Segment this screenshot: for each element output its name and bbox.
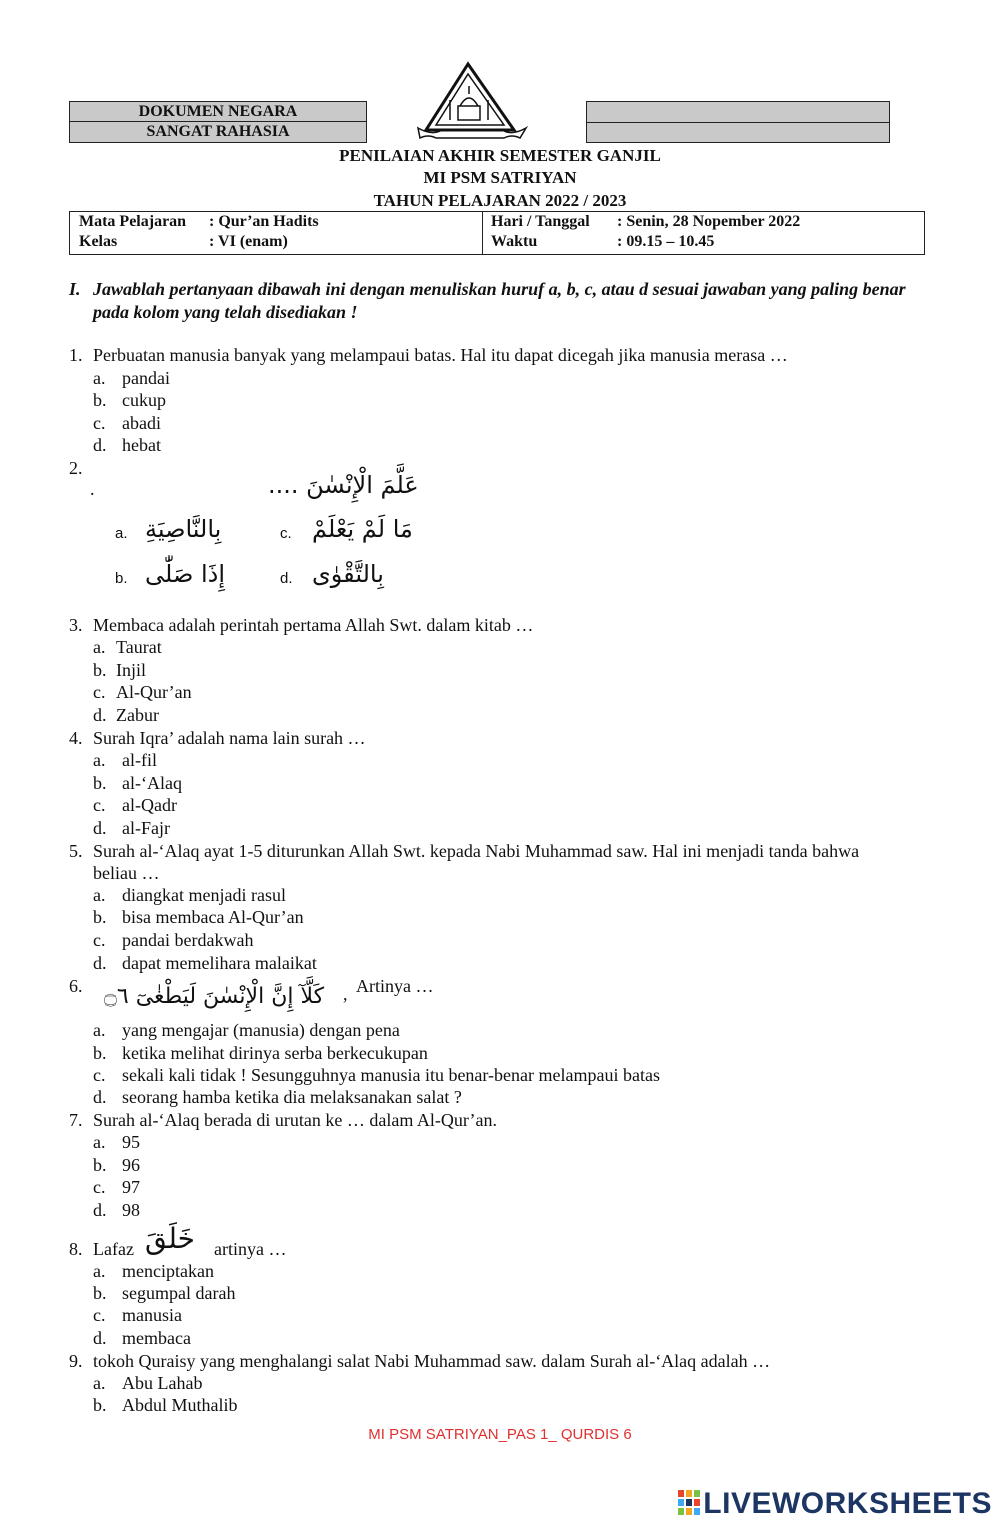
q6-option-a: yang mengajar (manusia) dengan pena: [122, 1020, 400, 1040]
q1-option-b: cukup: [122, 390, 166, 410]
q8-option-a: menciptakan: [122, 1261, 214, 1281]
q5-c-label: c.: [93, 930, 106, 950]
q4-d-label: d.: [93, 818, 107, 838]
q9-number: 9.: [69, 1351, 83, 1371]
q5-option-c: pandai berdakwah: [122, 930, 254, 950]
q3-a-label: a.: [93, 637, 106, 657]
q5-option-a: diangkat menjadi rasul: [122, 885, 286, 905]
q4-option-a: al-fil: [122, 750, 157, 770]
q3-number: 3.: [69, 615, 83, 635]
q4-b-label: b.: [93, 773, 107, 793]
q6-comma: ,: [343, 984, 348, 1004]
q5-d-label: d.: [93, 953, 107, 973]
q1-a-label: a.: [93, 368, 106, 388]
q7-option-b: 96: [122, 1155, 140, 1175]
q6-b-label: b.: [93, 1043, 107, 1063]
liveworksheets-text: LIVEWORKSHEETS: [703, 1487, 992, 1520]
q7-a-label: a.: [93, 1132, 106, 1152]
q2-b-label: b.: [115, 570, 128, 587]
q2-option-d: بِالتَّقْوٰى: [312, 560, 384, 588]
q4-a-label: a.: [93, 750, 106, 770]
page-footer: MI PSM SATRIYAN_PAS 1_ QURDIS 6: [368, 1426, 632, 1443]
q7-number: 7.: [69, 1110, 83, 1130]
q1-d-label: d.: [93, 435, 107, 455]
q2-d-label: d.: [280, 570, 293, 587]
q2-arabic: عَلَّمَ الْإِنْسٰنَ ....: [268, 471, 419, 499]
q3-option-b: Injil: [116, 660, 146, 680]
q8-b-label: b.: [93, 1283, 107, 1303]
q5-a-label: a.: [93, 885, 106, 905]
q4-option-d: al-Fajr: [122, 818, 170, 838]
q7-option-a: 95: [122, 1132, 140, 1152]
box-right-line1: [587, 102, 889, 123]
time-value: : 09.15 – 10.45: [617, 233, 715, 250]
q2-a-label: a.: [115, 525, 128, 542]
q6-number: 6.: [69, 976, 83, 996]
q7-c-label: c.: [93, 1177, 106, 1197]
q4-option-c: al-Qadr: [122, 795, 177, 815]
q5-option-d: dapat memelihara malaikat: [122, 953, 317, 973]
q8-arabic: خَلَقَ: [145, 1222, 195, 1255]
q5-number: 5.: [69, 841, 83, 861]
q3-b-label: b.: [93, 660, 107, 680]
header-box-right: [586, 101, 890, 143]
q5-text-line1: Surah al-‘Alaq ayat 1-5 diturunkan Allah Swt. kepada Nabi Muhammad saw. Hal ini menjadi tanda bahwa: [93, 841, 860, 861]
subject-value: : Qur’an Hadits: [209, 213, 319, 230]
q1-option-c: abadi: [122, 413, 161, 433]
school-name: MI PSM SATRIYAN: [423, 168, 577, 187]
q9-option-b: Abdul Muthalib: [122, 1395, 238, 1415]
info-table: [69, 211, 925, 255]
q8-option-c: manusia: [122, 1305, 182, 1325]
q2-option-b: إِذَا صَلّٰى: [145, 560, 225, 588]
box-left-line1: DOKUMEN NEGARA: [70, 102, 366, 122]
q8-text-after: artinya …: [214, 1239, 287, 1259]
instructions-number: I.: [69, 279, 81, 299]
q1-b-label: b.: [93, 390, 107, 410]
q1-text: Perbuatan manusia banyak yang melampaui batas. Hal itu dapat dicegah jika manusia merasa …: [93, 345, 788, 365]
q8-d-label: d.: [93, 1328, 107, 1348]
class-label: Kelas: [79, 233, 118, 250]
school-emblem-icon: [412, 60, 532, 142]
day-label: Hari / Tanggal: [491, 213, 590, 230]
q3-option-c: Al-Qur’an: [116, 682, 192, 702]
day-value: : Senin, 28 Nopember 2022: [617, 213, 801, 230]
time-label: Waktu: [491, 233, 538, 250]
header-box-left: [69, 101, 367, 143]
q7-d-label: d.: [93, 1200, 107, 1220]
q1-number: 1.: [69, 345, 83, 365]
exam-title: PENILAIAN AKHIR SEMESTER GANJIL: [339, 146, 661, 165]
q4-number: 4.: [69, 728, 83, 748]
q6-c-label: c.: [93, 1065, 106, 1085]
info-divider: [482, 212, 483, 254]
q8-number: 8.: [69, 1239, 83, 1259]
instructions: [69, 278, 939, 324]
instructions-text: Jawablah pertanyaan dibawah ini dengan menuliskan huruf a, b, c, atau d sesuai jawaban yang paling benar pada kolom yang telah disediakan !: [93, 279, 906, 322]
q6-text: Artinya …: [356, 976, 434, 996]
q5-option-b: bisa membaca Al-Qur’an: [122, 907, 304, 927]
q8-c-label: c.: [93, 1305, 106, 1325]
class-value: : VI (enam): [209, 233, 288, 250]
q3-text: Membaca adalah perintah pertama Allah Swt. dalam kitab …: [93, 615, 534, 635]
q8-option-b: segumpal darah: [122, 1283, 236, 1303]
q2-option-c: مَا لَمْ يَعْلَمْ: [312, 515, 413, 543]
q3-d-label: d.: [93, 705, 107, 725]
q2-dot: .: [90, 479, 95, 499]
q3-option-d: Zabur: [116, 705, 159, 725]
q1-option-a: pandai: [122, 368, 170, 388]
q6-arabic: كَلَّآ إِنَّ الْإِنْسٰنَ لَيَطْغٰىٓ ۝٦: [104, 984, 325, 1009]
q1-c-label: c.: [93, 413, 106, 433]
q6-option-b: ketika melihat dirinya serba berkecukupan: [122, 1043, 428, 1063]
q7-text: Surah al-‘Alaq berada di urutan ke … dalam Al-Qur’an.: [93, 1110, 498, 1130]
q2-option-a: بِالنَّاصِيَةِ: [145, 515, 222, 543]
q8-text-before: Lafaz: [93, 1239, 134, 1259]
subject-label: Mata Pelajaran: [79, 213, 187, 230]
q3-c-label: c.: [93, 682, 106, 702]
q6-a-label: a.: [93, 1020, 106, 1040]
q6-d-label: d.: [93, 1087, 107, 1107]
q2-number: 2.: [69, 458, 83, 478]
q4-c-label: c.: [93, 795, 106, 815]
q9-option-a: Abu Lahab: [122, 1373, 203, 1393]
q5-b-label: b.: [93, 907, 107, 927]
q8-a-label: a.: [93, 1261, 106, 1281]
school-year: TAHUN PELAJARAN 2022 / 2023: [373, 191, 627, 210]
box-left-line2: SANGAT RAHASIA: [146, 123, 290, 140]
q2-c-label: c.: [280, 525, 292, 542]
q9-b-label: b.: [93, 1395, 107, 1415]
q4-text: Surah Iqra’ adalah nama lain surah …: [93, 728, 366, 748]
q1-option-d: hebat: [122, 435, 161, 455]
q9-a-label: a.: [93, 1373, 106, 1393]
q4-option-b: al-‘Alaq: [122, 773, 182, 793]
q3-option-a: Taurat: [116, 637, 162, 657]
q7-option-c: 97: [122, 1177, 140, 1197]
q6-option-d: seorang hamba ketika dia melaksanakan salat ?: [122, 1087, 462, 1107]
q8-option-d: membaca: [122, 1328, 191, 1348]
q6-option-c: sekali kali tidak ! Sesungguhnya manusia itu benar-benar melampaui batas: [122, 1065, 660, 1085]
q7-b-label: b.: [93, 1155, 107, 1175]
q9-text: tokoh Quraisy yang menghalangi salat Nabi Muhammad saw. dalam Surah al-‘Alaq adalah …: [93, 1351, 771, 1371]
q7-option-d: 98: [122, 1200, 140, 1220]
q5-text-line2: beliau …: [93, 863, 160, 883]
liveworksheets-mark-icon: [678, 1490, 700, 1516]
liveworksheets-logo[interactable]: [678, 1487, 992, 1521]
